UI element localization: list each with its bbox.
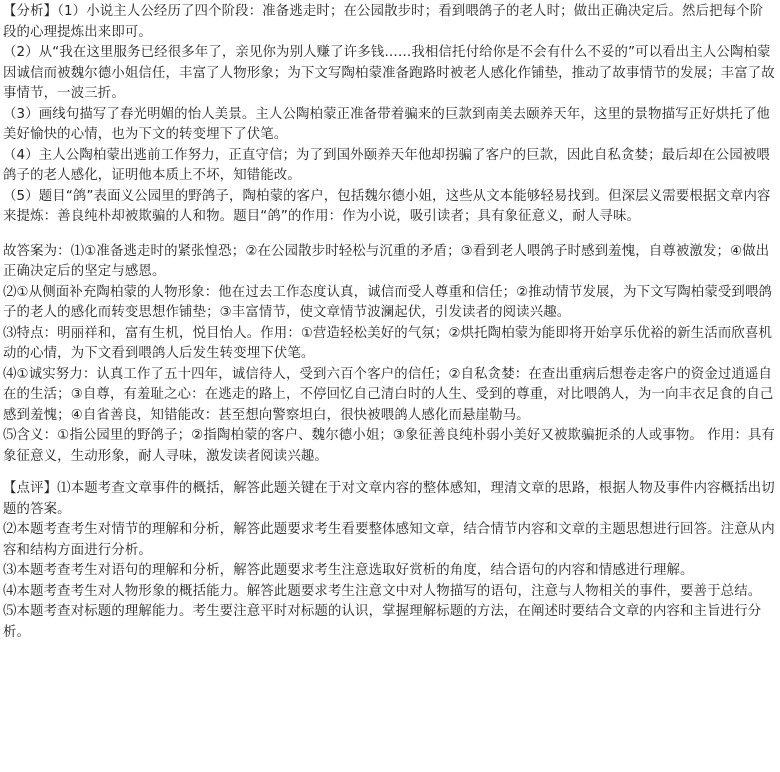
comment-paragraph-3: ⑶本题考查考生对语句的理解和分析，解答此题要求考生注意选取好赏析的角度，结合语句的内容和情感进行理解。 (3, 563, 694, 578)
answer-paragraph-1: 故答案为：⑴①准备逃走时的紧张惶恐；②在公园散步时轻松与沉重的矛盾；③看到老人喂鸽子时感到羞愧，自尊被激发；④做出正确决定后的坚定与感恩。 (3, 243, 770, 279)
comment-paragraph-4: ⑷本题考查考生对人物形象的概括能力。解答此题要求考生注意文中对人物描写的语句，注意与人物相关的事件，要善于总结。 (3, 583, 762, 599)
analysis-paragraph-5: （5）题目“鸽”表面义公园里的野鸽子，陶柏蒙的客户，包括魏尔德小姐，这些从文本能够轻易找到。但深层义需要根据文章内容来提炼：善良纯朴却被欺骗的人和物。题目“鸽”的作用：作为小说，吸引读者；具有象征意义，耐人寻味。 (3, 188, 771, 224)
comment-paragraph-2: ⑵本题考查考生对情节的理解和分析，解答此题要求考生看要整体感知文章，结合情节内容和文章的主题思想进行回答。注意从内容和结构方面进行分析。 (3, 522, 775, 558)
section-spacer (3, 467, 776, 479)
analysis-paragraph-2: （2）从“我在这里服务已经很多年了，亲见你为别人赚了许多钱……我相信托付给你是不会有什么不妥的”可以看出主人公陶柏蒙因诚信而被魏尔德小姐信任，丰富了人物形象；为下文写陶柏蒙准备跑路时被老人感化作铺垫，推动了故事情节的发展；丰富了故事情节，一波三折。 (3, 45, 775, 101)
answer-section (3, 242, 776, 468)
answer-paragraph-4: ⑷①诚实努力：认真工作了五十四年，诚信待人，受到六百个客户的信任；②自私贪婪：在查出重病后想卷走客户的资金过逍遥自在的生活；③自尊，有羞耻之心：在逃走的路上，不停回忆自己清白时的人生、受到的尊重，对比喂鸽人，为一向丰衣足食的自己感到羞愧；④自省善良，知错能改：甚至想向警察坦白，很快被喂鸽人感化而悬崖勒马。 (3, 366, 774, 423)
comment-paragraph-5: ⑸本题考查对标题的理解能力。考生要注意平时对标题的认识，掌握理解标题的方法，在阐述时要结合文章的内容和主旨进行分析。 (3, 604, 762, 640)
analysis-paragraph-3: （3）画线句描写了春光明媚的怡人美景。主人公陶柏蒙正准备带着骗来的巨款到南美去颐养天年，这里的景物描写正好烘托了他美好愉快的心情，也为下文的转变埋下了伏笔。 (3, 106, 770, 142)
analysis-paragraph-1: 【分析】（1）小说主人公经历了四个阶段：准备逃走时；在公园散步时；看到喂鸽子的老人时；做出正确决定后。然后把每个阶段的心理提炼出来即可。 (3, 4, 764, 40)
comment-section (3, 479, 776, 643)
answer-paragraph-2: ⑵①从侧面补充陶柏蒙的人物形象：他在过去工作态度认真，诚信而受人尊重和信任；②推动情节发展，为下文写陶柏蒙受到喂鸽子的老人的感化而转变思想作铺垫；③丰富情节，使文章情节波澜起伏，引发读者的阅读兴趣。 (3, 284, 773, 320)
analysis-paragraph-4: （4）主人公陶柏蒙出逃前工作努力，正直守信；为了到国外颐养天年他却拐骗了客户的巨款，因此自私贪婪；最后却在公园被喂鸽子的老人感化，证明他本质上不坏，知错能改。 (3, 147, 770, 183)
comment-paragraph-1: 【点评】⑴本题考查文章事件的概括，解答此题关键在于对文章内容的整体感知，理清文章的思路，根据人物及事件内容概括出切题的答案。 (3, 481, 775, 517)
analysis-section (3, 2, 776, 228)
answer-paragraph-3: ⑶特点：明丽祥和，富有生机，悦目怡人。作用：①营造轻松美好的气氛；②烘托陶柏蒙为能即将开始享乐优裕的新生活而欣喜机动的心情，为下文看到喂鸽人后发生转变埋下伏笔。 (3, 325, 773, 361)
section-spacer (3, 228, 776, 242)
answer-paragraph-5: ⑸含义：①指公园里的野鸽子；②指陶柏蒙的客户、魏尔德小姐；③象征善良纯朴弱小美好又被欺骗扼杀的人或事物。 作用：具有象征意义，生动形象，耐人寻味，激发读者阅读兴趣。 (3, 428, 776, 464)
